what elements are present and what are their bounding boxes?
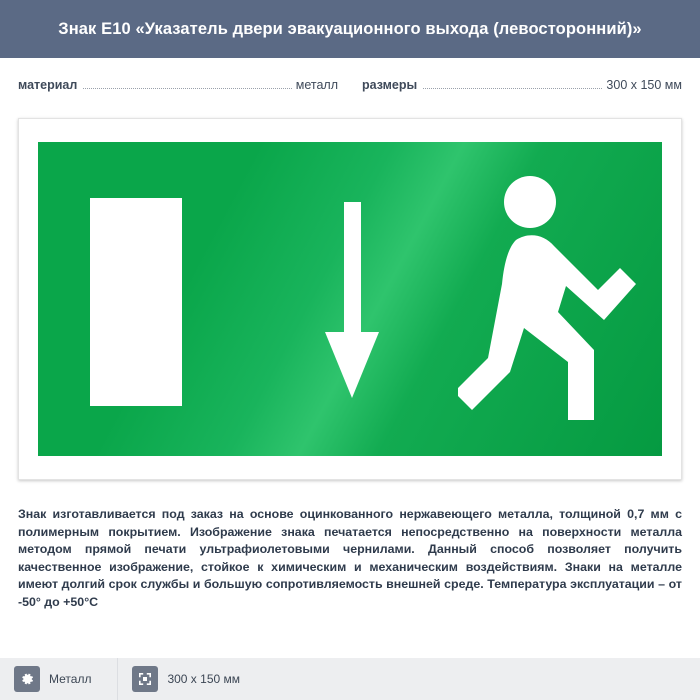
footer-size-text: 300 x 150 мм: [167, 672, 240, 686]
spec-material-value: металл: [295, 78, 338, 92]
arrow-shaft: [344, 202, 361, 336]
product-description: Знак изготавливается под заказ на основе оцинкованного нержавеющего металла, толщиной 0,7 мм с полимерным покрытием. Изображение знака печатается непосредственно на поверхности металла методом прямой печати ультрафиолетовыми чернилами. Данный способ позволяет получить качественное изображение, стойкое к химическим и механическим воздействиям. Знаки на металле имеют долгий срок службы и большую сопротивляемость внешней среде. Температура эксплуатации – от -50° до +50°C: [18, 507, 682, 609]
spec-material: [18, 78, 338, 92]
page-title: Знак E10 «Указатель двери эвакуационного выхода (левосторонний)»: [58, 19, 642, 38]
footer-size: [132, 658, 258, 700]
footer-material-text: Металл: [49, 672, 92, 686]
running-man-icon: [458, 172, 648, 422]
page-header: [0, 0, 700, 58]
footer-divider: [117, 658, 118, 700]
dot-leader: [423, 88, 602, 89]
footer-material: [14, 658, 117, 700]
resize-icon: [132, 666, 158, 692]
sign-image-frame: [18, 118, 682, 480]
dot-leader: [83, 88, 291, 89]
arrow-down-icon: [317, 202, 387, 398]
evacuation-exit-sign: [38, 142, 662, 456]
spec-size-label: размеры: [362, 78, 418, 92]
spec-size-value: 300 x 150 мм: [606, 78, 682, 92]
spec-material-label: материал: [18, 78, 78, 92]
spec-size: [362, 78, 682, 92]
arrow-head: [325, 332, 379, 398]
footer-bar: [0, 658, 700, 700]
door-icon: [90, 198, 182, 406]
gear-icon: [14, 666, 40, 692]
spec-row: [0, 58, 700, 92]
